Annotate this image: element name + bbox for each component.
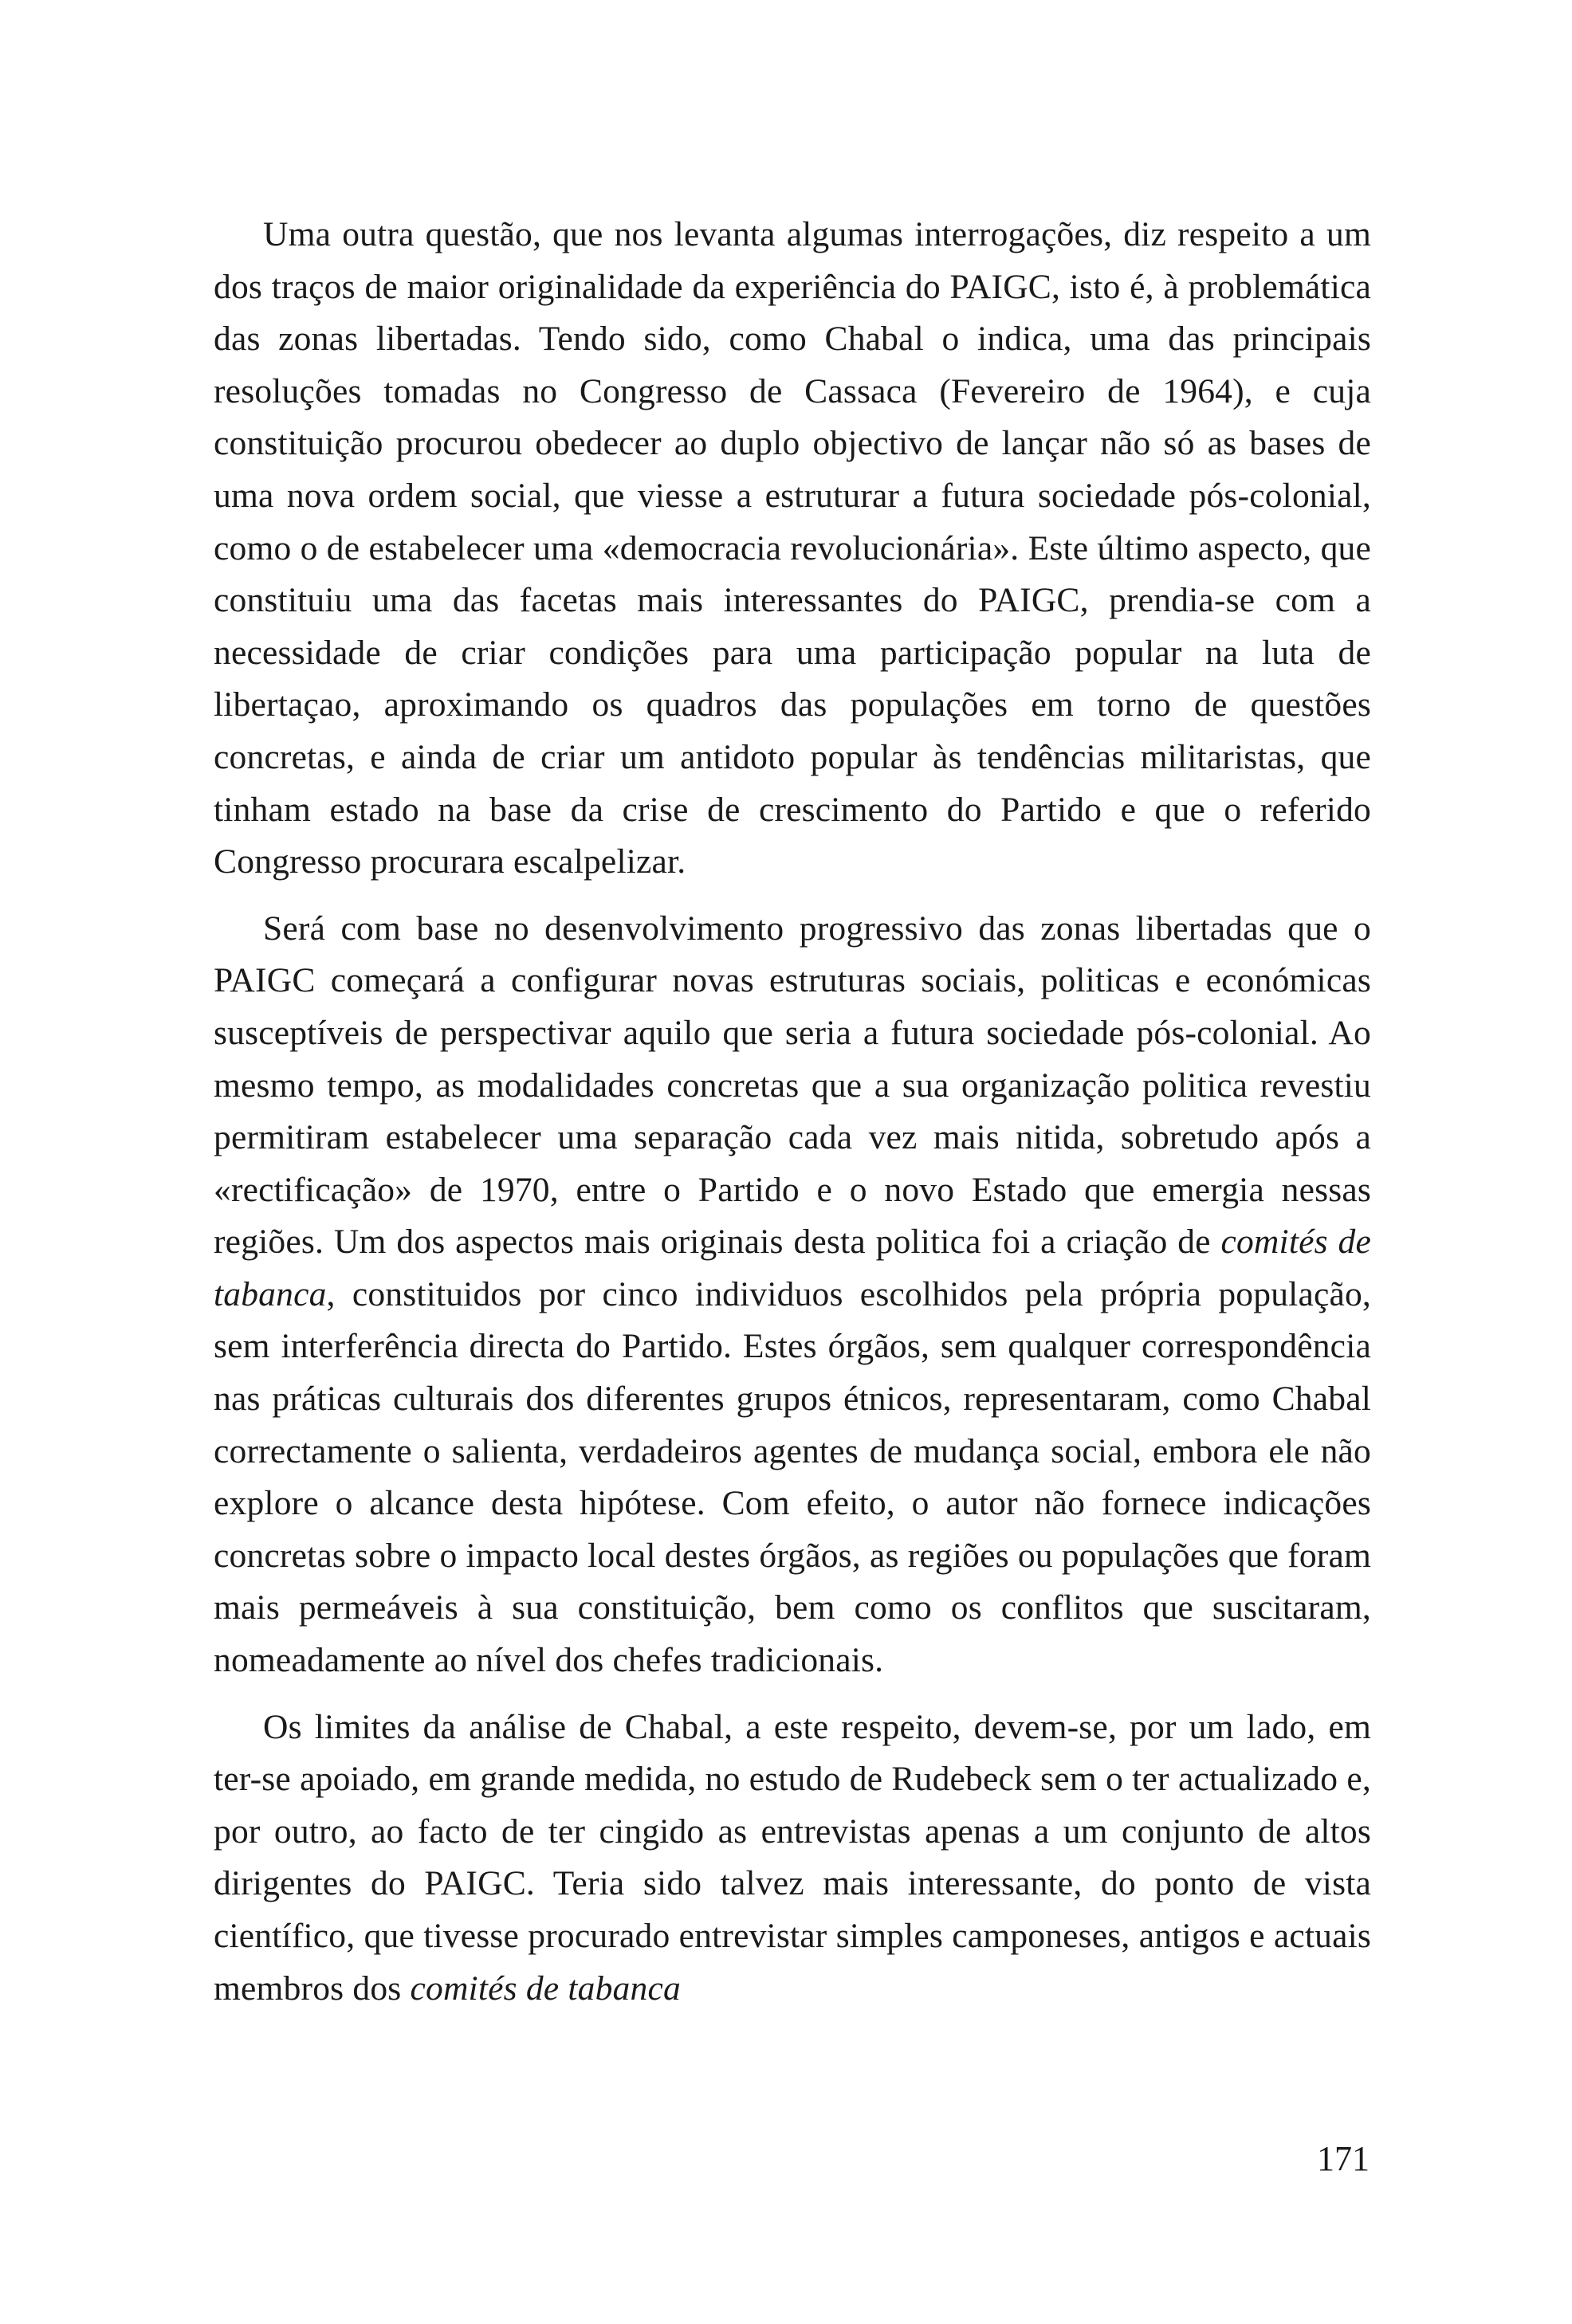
page-body (214, 209, 1371, 2015)
paragraph-2-italic-term: comités de tabanca (214, 1223, 1371, 1313)
paragraph-3 (214, 1702, 1371, 2016)
paragraph-2-text-b: , constituidos por cinco individuos escolhidos pela própria população, sem interferência directa do Partido. Estes órgãos, sem qualquer correspondência nas práticas culturais dos diferentes grupos étnicos, representaram, como Chabal correctamente o salienta, verdadeiros agentes de mudança social, embora ele não explore o alcance desta hipótese. Com efeito, o autor não fornece indicações concretas sobre o impacto local destes órgãos, as regiões ou populações que foram mais permeáveis à sua constituição, bem como os conflitos que suscitaram, nomeadamente ao nível dos chefes tradicionais. (214, 1274, 1371, 1680)
page-number: 171 (1317, 2139, 1370, 2178)
paragraph-1-text: Uma outra questão, que nos levanta algumas interrogações, diz respeito a um dos traços de maior originalidade da experiência do PAIGC, isto é, à problemática das zonas libertadas. Tendo sido, como Chabal o indica, uma das principais resoluções tomadas no Congresso de Cassaca (Fevereiro de 1964), e cuja constituição procurou obedecer ao duplo objectivo de lançar não só as bases de uma nova ordem social, que viesse a estruturar a futura sociedade pós-colonial, como o de estabelecer uma «democracia revolucionária». Este último aspecto, que constituiu uma das facetas mais interessantes do PAIGC, prendia-se com a necessidade de criar condições para uma participação popular na luta de libertaçao, aproximando os quadros das populações em torno de questões concretas, e ainda de criar um antidoto popular às tendências militaristas, que tinham estado na base da crise de crescimento do Partido e que o referido Congresso procurara escalpelizar. (214, 215, 1371, 881)
paragraph-2-text-a: Será com base no desenvolvimento progressivo das zonas libertadas que o PAIGC começará a configurar novas estruturas sociais, politicas e económicas susceptíveis de perspectivar aquilo que seria a futura sociedade pós-colonial. Ao mesmo tempo, as modalidades concretas que a sua organização politica revestiu permitiram estabelecer uma separação cada vez mais nitida, sobretudo após a «rectificação» de 1970, entre o Partido e o novo Estado que emergia nessas regiões. Um dos aspectos mais originais desta politica foi a criação de (214, 909, 1371, 1262)
paragraph-1 (214, 209, 1371, 889)
paragraph-3-italic-term: comités de tabanca (410, 1969, 681, 2008)
paragraph-3-text: Os limites da análise de Chabal, a este respeito, devem-se, por um lado, em ter-se apoiado, em grande medida, no estudo de Rudebeck sem o ter actualizado e, por outro, ao facto de ter cingido as entrevistas apenas a um conjunto de altos dirigentes do PAIGC. Teria sido talvez mais interessante, do ponto de vista científico, que tivesse procurado entrevistar simples camponeses, antigos e actuais membros dos (214, 1707, 1371, 2008)
paragraph-2 (214, 903, 1371, 1687)
